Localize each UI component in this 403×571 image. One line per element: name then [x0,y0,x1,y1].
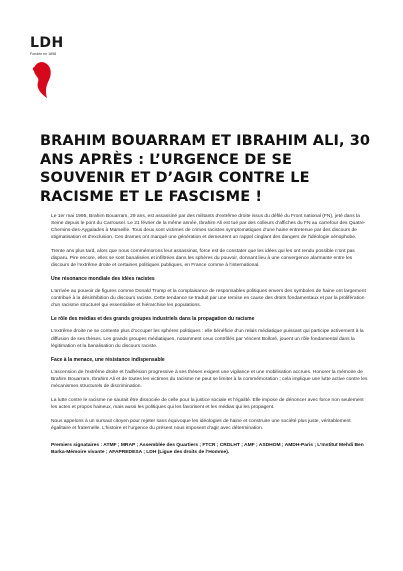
paragraph: L’arrivée au pouvoir de figures comme Donald Trump et la complaisance de responsables politiques envers des symboles de haine ont largement contribué à la désinhibition du discours raciste. Cette tendance se traduit par une remise en cause des droits fondamentaux et par la prolifération d’un racisme structurel qui essentialise et hiérarchise les populations. [51,289,366,309]
page-title: BRAHIM BOUARRAM ET IBRAHIM ALI, 30 ANS APRÈS : L’URGENCE DE SE SOUVENIR ET D’AGIR CONTRE LE RACISME ET LE FASCISME ! [40,133,371,205]
section-heading: Une résonance mondiale des idées racistes [51,276,155,283]
section-heading: Le rôle des médias et des grands groupes industriels dans la propagation du racisme [51,316,255,323]
paragraph: Trente ans plus tard, alors que nous commémorons leur assassinat, force est de constater que les idées qui les ont rendu possible n’ont pas disparu. Pire encore, elles se sont banalisées et infiltrées dans les sphères du pouvoir, donnant lieu à une convergence alarmante entre les discours de l’extrême droite et certaines politiques publiques, en France comme à l’international. [51,249,355,269]
paragraph: La lutte contre le racisme ne saurait être dissociée de celle pour la justice sociale et l’égalité. Elle impose de dénoncer avec force non seulement les actes et propos haineux, mais aussi les politiques qui les favorisent et les médias qui les propagent. [51,397,364,410]
signatories: Premiers signataires : ATMF ; MRAP ; Assemblée des Quartiers ; FTCR ; CRDLHT ; AMF ; ASDHOM ; AMDH-Paris ; L’Institut Mehdi Ben Barka-Mémoire vivante ; AFAPREDESA ; LDH (Ligue des droits de l’Homme). [51,442,364,455]
article-body [51,213,369,463]
paragraph: Le 1er mai 1995, Brahim Bouarram, 29 ans, est assassiné par des militants d’extrême droite issus du défilé du Front national (FN), jeté dans la Seine depuis le pont du Carrousel. Le 21 février de la même année, Ibrahim Ali est tué par des colleurs d’affiches du FN au carrefour des Quatre-Chemins-des-Aygalades à Marseille. Tous deux sont victimes de crimes racistes symptomatiques d’une haine entretenue par des discours de stigmatisation et d’exclusion. Ces drames ont marqué une génération et demeurent un rappel cinglant des dangers de l’idéologie xénophobe. [51,214,366,241]
logo-text: LDH [30,35,64,51]
ldh-logo [30,36,70,105]
section-heading: Face à la menace, une résistance indispensable [51,356,165,363]
paragraph: L’ascension de l’extrême droite et l’adhésion progressive à ses thèses exigent une vigilance et une mobilisation accrues. Honorer la mémoire de Brahim Bouarram, Ibrahim Ali et de toutes les victimes du racisme ne peut se limiter à la commémoration ; cela implique une lutte active contre les mécanismes structurels de discrimination. [51,369,368,389]
logo-tagline: Fondée en 1898 [30,52,57,56]
paragraph: L’extrême droite ne se contente plus d’occuper les sphères politiques : elle bénéficie d’un relais médiatique puissant qui participe activement à la diffusion de ses thèses. Les grands groupes médiatiques, notamment ceux contrôlés par Vincent Bolloré, jouent un rôle fondamental dans la légitimation et la banalisation du discours raciste. [51,329,364,349]
red-bonnet-icon [30,60,54,100]
paragraph: Nous appelons à un sursaut citoyen pour rejeter sans équivoque les idéologies de haine et construire une société plus juste, véritablement égalitaire et fraternelle. L’histoire et l’urgence du présent nous imposent d’agir avec détermination. [51,418,351,431]
